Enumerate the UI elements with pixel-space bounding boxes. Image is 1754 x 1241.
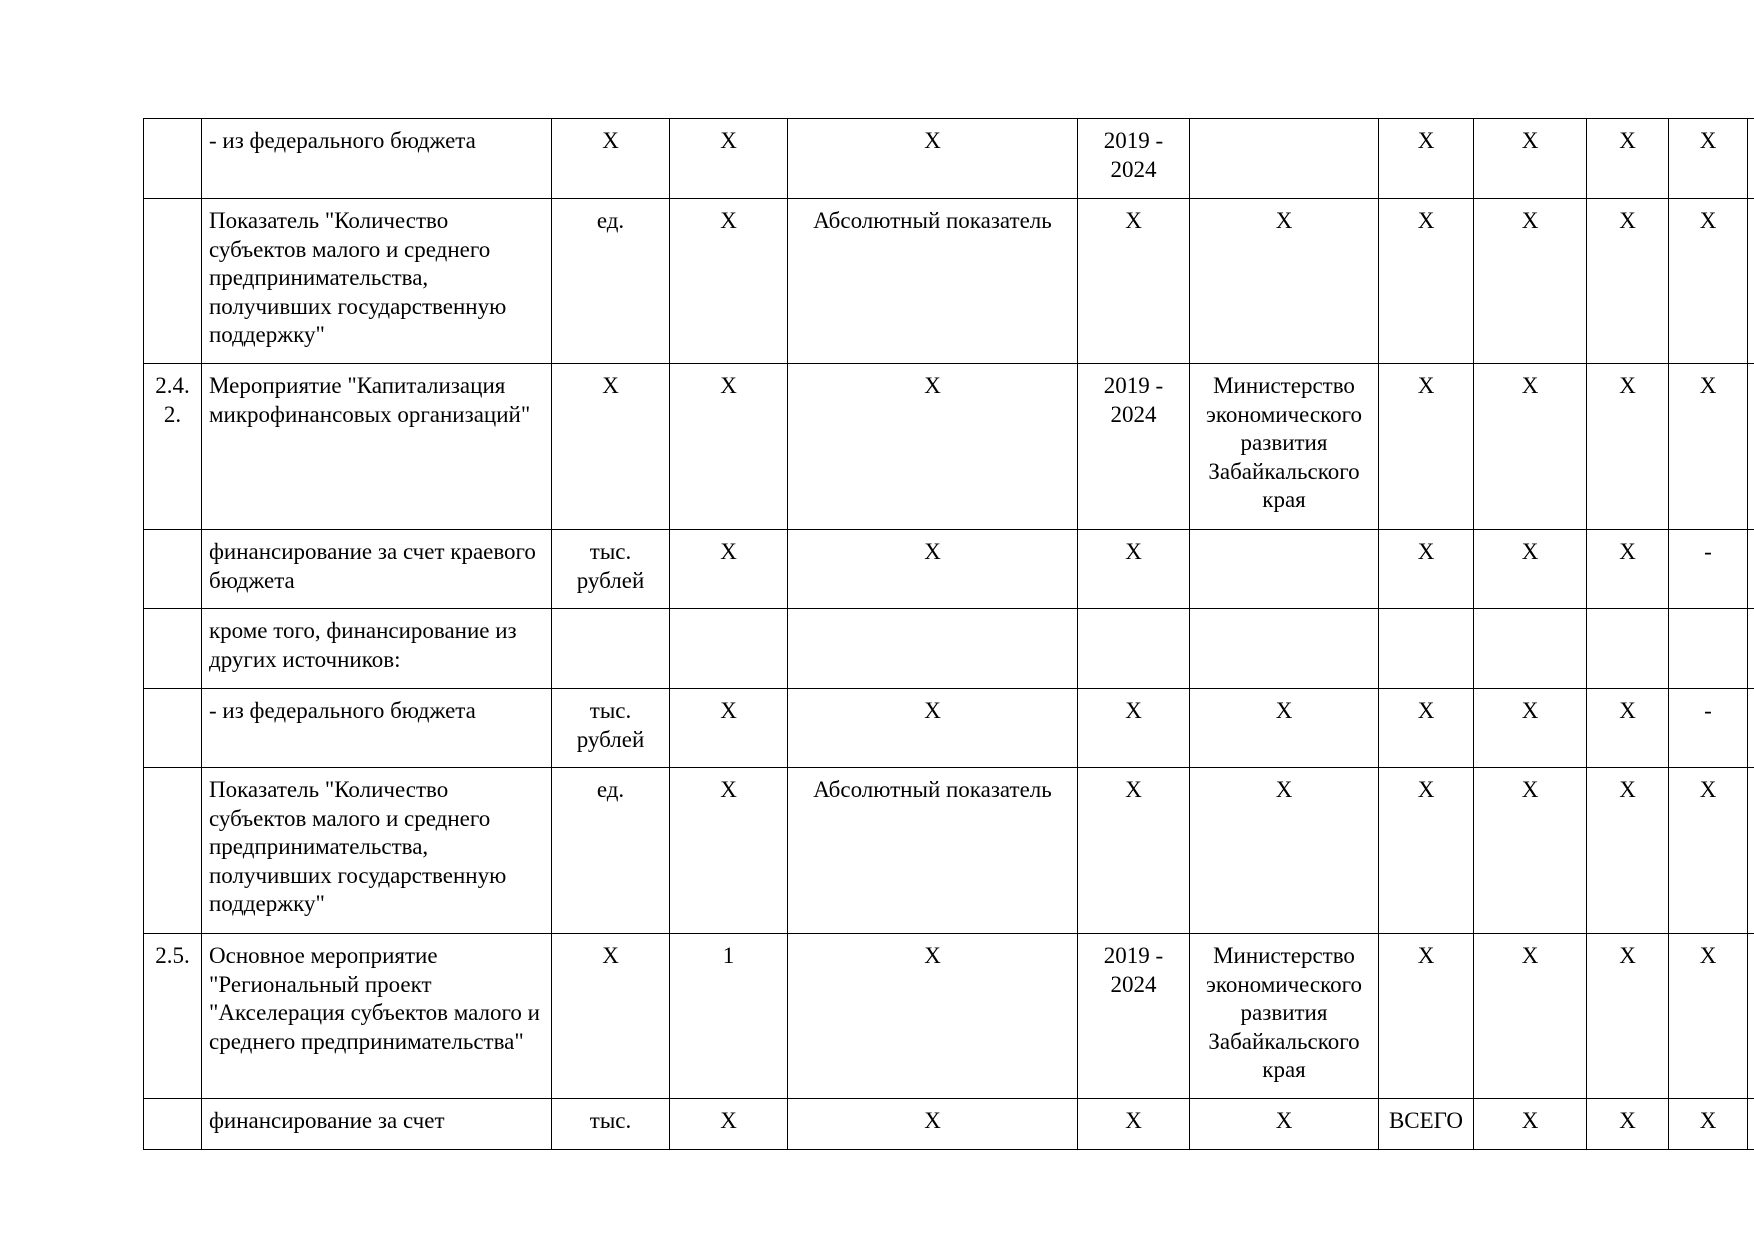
period-cell: X — [1078, 768, 1190, 934]
cell-col10: X — [1669, 119, 1748, 199]
row-name: Мероприятие "Капитализация микрофинансовых организаций" — [202, 364, 552, 530]
cell-col10: X — [1669, 1099, 1748, 1150]
cell-col3: X — [670, 1099, 788, 1150]
row-name: - из федерального бюджета — [202, 119, 552, 199]
cell-col11 — [1748, 364, 1754, 530]
table-row — [144, 689, 1754, 768]
table-row — [144, 768, 1754, 934]
cell-col4: X — [788, 119, 1078, 199]
unit-cell: X — [552, 934, 670, 1099]
cell-col7: X — [1379, 768, 1474, 934]
cell-col7: X — [1379, 934, 1474, 1099]
table-row — [144, 119, 1754, 199]
row-name: финансирование за счет краевого бюджета — [202, 530, 552, 609]
unit-cell: тыс. — [552, 1099, 670, 1150]
cell-col8: X — [1474, 364, 1587, 530]
table-row — [144, 199, 1754, 364]
unit-cell: X — [552, 364, 670, 530]
cell-col7: X — [1379, 364, 1474, 530]
row-name: Показатель "Количество субъектов малого и среднего предпринимательства, получивших государственную поддержку" — [202, 199, 552, 364]
cell-col7: X — [1379, 530, 1474, 609]
cell-col3: X — [670, 689, 788, 768]
cell-col3: 1 — [670, 934, 788, 1099]
program-table — [143, 118, 1754, 1150]
cell-col8: X — [1474, 119, 1587, 199]
cell-col7: X — [1379, 689, 1474, 768]
period-cell: X — [1078, 1099, 1190, 1150]
cell-col7: X — [1379, 119, 1474, 199]
cell-col3: X — [670, 119, 788, 199]
cell-col9: X — [1587, 199, 1669, 364]
cell-col7: ВСЕГО — [1379, 1099, 1474, 1150]
cell-col3: X — [670, 364, 788, 530]
table-row — [144, 1099, 1754, 1150]
cell-col10: - — [1669, 689, 1748, 768]
cell-col9: X — [1587, 119, 1669, 199]
cell-col4 — [788, 609, 1078, 689]
cell-col7: X — [1379, 199, 1474, 364]
cell-col11 — [1748, 1099, 1754, 1150]
cell-col8 — [1474, 609, 1587, 689]
unit-cell: X — [552, 119, 670, 199]
unit-cell — [552, 609, 670, 689]
row-number — [144, 768, 202, 934]
executor-cell: X — [1190, 199, 1379, 364]
table-row — [144, 530, 1754, 609]
row-number: 2.5. — [144, 934, 202, 1099]
cell-col3 — [670, 609, 788, 689]
unit-cell: ед. — [552, 199, 670, 364]
table-row — [144, 364, 1754, 530]
period-cell: 2019 - 2024 — [1078, 364, 1190, 530]
cell-col10: - — [1669, 530, 1748, 609]
cell-col9: X — [1587, 530, 1669, 609]
cell-col11 — [1748, 199, 1754, 364]
period-cell: 2019 - 2024 — [1078, 934, 1190, 1099]
cell-col8: X — [1474, 199, 1587, 364]
cell-col9: X — [1587, 689, 1669, 768]
cell-col10: X — [1669, 768, 1748, 934]
cell-col10: X — [1669, 199, 1748, 364]
cell-col9: X — [1587, 364, 1669, 530]
executor-cell: X — [1190, 768, 1379, 934]
cell-col3: X — [670, 768, 788, 934]
row-name: Основное мероприятие "Региональный проект "Акселерация субъектов малого и среднего предпринимательства" — [202, 934, 552, 1099]
cell-col11 — [1748, 119, 1754, 199]
executor-cell — [1190, 530, 1379, 609]
cell-col8: X — [1474, 934, 1587, 1099]
cell-col11 — [1748, 689, 1754, 768]
row-name: кроме того, финансирование из других источников: — [202, 609, 552, 689]
cell-col10: X — [1669, 364, 1748, 530]
row-number — [144, 530, 202, 609]
cell-col11 — [1748, 609, 1754, 689]
unit-cell: ед. — [552, 768, 670, 934]
cell-col4: X — [788, 364, 1078, 530]
period-cell — [1078, 609, 1190, 689]
row-number — [144, 689, 202, 768]
unit-cell: тыс. рублей — [552, 530, 670, 609]
cell-col8: X — [1474, 689, 1587, 768]
row-name: финансирование за счет — [202, 1099, 552, 1150]
cell-col9: X — [1587, 1099, 1669, 1150]
cell-col4: X — [788, 1099, 1078, 1150]
cell-col7 — [1379, 609, 1474, 689]
cell-col9: X — [1587, 934, 1669, 1099]
period-cell: 2019 - 2024 — [1078, 119, 1190, 199]
cell-col8: X — [1474, 768, 1587, 934]
period-cell: X — [1078, 530, 1190, 609]
cell-col9: X — [1587, 768, 1669, 934]
cell-col4: Абсолютный показатель — [788, 199, 1078, 364]
period-cell: X — [1078, 199, 1190, 364]
executor-cell — [1190, 609, 1379, 689]
cell-col4: X — [788, 689, 1078, 768]
executor-cell — [1190, 119, 1379, 199]
executor-cell: Министерство экономического развития Забайкальского края — [1190, 934, 1379, 1099]
cell-col4: Абсолютный показатель — [788, 768, 1078, 934]
row-number — [144, 119, 202, 199]
cell-col3: X — [670, 530, 788, 609]
row-name: Показатель "Количество субъектов малого и среднего предпринимательства, получивших государственную поддержку" — [202, 768, 552, 934]
cell-col9 — [1587, 609, 1669, 689]
cell-col11 — [1748, 934, 1754, 1099]
cell-col10 — [1669, 609, 1748, 689]
executor-cell: Министерство экономического развития Забайкальского края — [1190, 364, 1379, 530]
cell-col3: X — [670, 199, 788, 364]
period-cell: X — [1078, 689, 1190, 768]
row-number — [144, 609, 202, 689]
cell-col11 — [1748, 530, 1754, 609]
row-name: - из федерального бюджета — [202, 689, 552, 768]
cell-col4: X — [788, 934, 1078, 1099]
table-row — [144, 934, 1754, 1099]
cell-col11 — [1748, 768, 1754, 934]
executor-cell: X — [1190, 689, 1379, 768]
cell-col4: X — [788, 530, 1078, 609]
cell-col10: X — [1669, 934, 1748, 1099]
row-number — [144, 199, 202, 364]
cell-col8: X — [1474, 1099, 1587, 1150]
unit-cell: тыс. рублей — [552, 689, 670, 768]
table-row — [144, 609, 1754, 689]
row-number: 2.4.2. — [144, 364, 202, 530]
executor-cell: X — [1190, 1099, 1379, 1150]
cell-col8: X — [1474, 530, 1587, 609]
row-number — [144, 1099, 202, 1150]
